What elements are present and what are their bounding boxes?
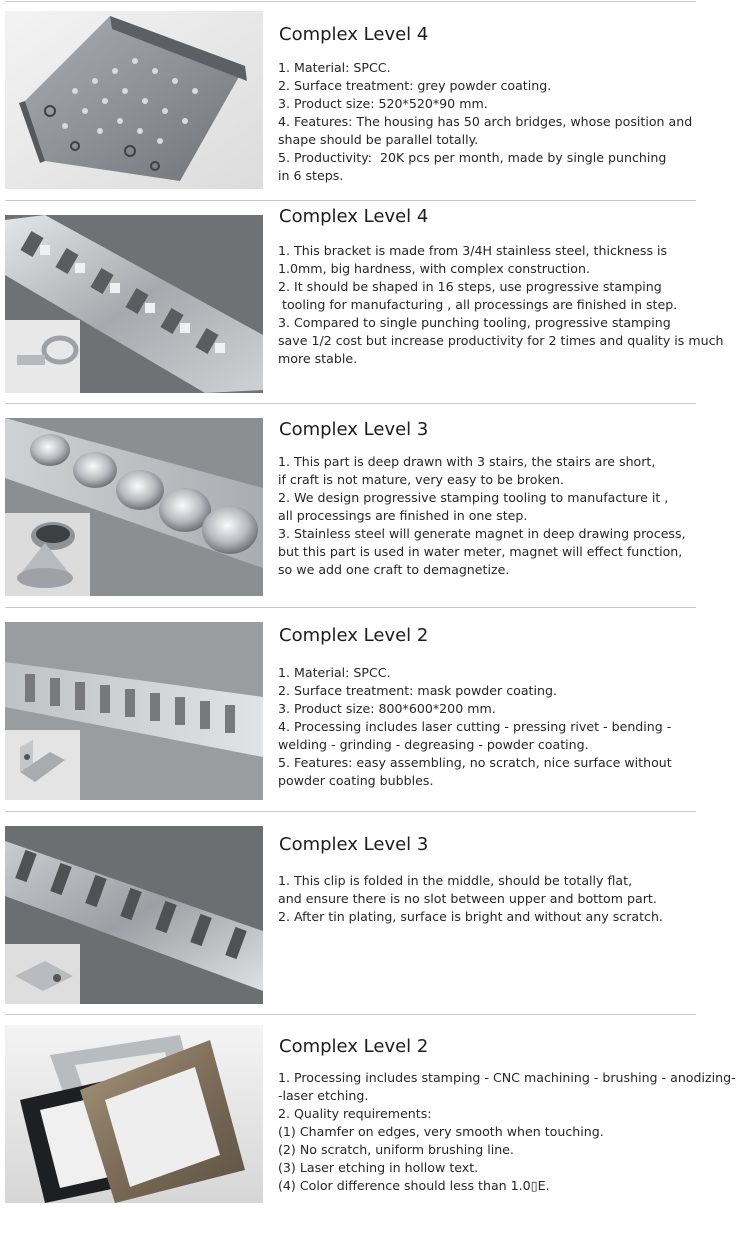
description-line: and ensure there is no slot between upper and bottom part. xyxy=(278,891,657,906)
product-photo xyxy=(5,826,263,1004)
description-line: if craft is not mature, very easy to be broken. xyxy=(278,472,565,487)
product-title: Complex Level 4 xyxy=(279,24,429,45)
product-title: Complex Level 3 xyxy=(279,419,429,440)
description-line: 1. This part is deep drawn with 3 stairs, the stairs are short, xyxy=(278,454,656,469)
description-line: powder coating bubbles. xyxy=(278,773,434,788)
description-line: 2. Surface treatment: grey powder coating. xyxy=(278,78,552,93)
product-title: Complex Level 3 xyxy=(279,834,429,855)
description-line: so we add one craft to demagnetize. xyxy=(278,562,510,577)
divider xyxy=(5,607,696,608)
description-line: but this part is used in water meter, magnet will effect function, xyxy=(278,544,683,559)
description-line: 2. Surface treatment: mask powder coating. xyxy=(278,683,557,698)
divider xyxy=(5,403,696,404)
description-line: 1. This clip is folded in the middle, should be totally flat, xyxy=(278,873,633,888)
description-line: 2. We design progressive stamping tooling to manufacture it , xyxy=(278,490,669,505)
product-description xyxy=(278,59,692,185)
description-line: 4. Features: The housing has 50 arch bridges, whose position and xyxy=(278,114,693,129)
product-photo xyxy=(5,622,263,800)
description-line: (3) Laser etching in hollow text. xyxy=(278,1160,479,1175)
product-description xyxy=(278,242,724,368)
divider xyxy=(5,1014,696,1015)
product-photo xyxy=(5,11,263,189)
description-line: 1. This bracket is made from 3/4H stainless steel, thickness is xyxy=(278,243,668,258)
product-title: Complex Level 4 xyxy=(279,206,429,227)
product-photo xyxy=(5,215,263,393)
description-line: 2. It should be shaped in 16 steps, use progressive stamping xyxy=(278,279,662,294)
description-line: save 1/2 cost but increase productivity for 2 times and quality is much xyxy=(278,333,724,348)
description-line: tooling for manufacturing , all processings are finished in step. xyxy=(278,297,678,312)
description-line: 1. Material: SPCC. xyxy=(278,665,391,680)
description-line: welding - grinding - degreasing - powder coating. xyxy=(278,737,589,752)
description-line: 5. Features: easy assembling, no scratch, nice surface without xyxy=(278,755,672,770)
description-line: (4) Color difference should less than 1.0▯E. xyxy=(278,1178,550,1193)
description-line: 5. Productivity: 20K pcs per month, made by single punching xyxy=(278,150,667,165)
product-title: Complex Level 2 xyxy=(279,1036,429,1057)
product-photo xyxy=(5,418,263,596)
description-line: 1.0mm, big hardness, with complex construction. xyxy=(278,261,590,276)
description-line: 1. Processing includes stamping - CNC machining - brushing - anodizing- xyxy=(278,1070,736,1085)
product-description xyxy=(278,1069,736,1195)
description-line: 3. Compared to single punching tooling, progressive stamping xyxy=(278,315,671,330)
description-line: more stable. xyxy=(278,351,358,366)
divider xyxy=(5,811,696,812)
description-line: (2) No scratch, uniform brushing line. xyxy=(278,1142,514,1157)
description-line: 4. Processing includes laser cutting - pressing rivet - bending - xyxy=(278,719,672,734)
product-title: Complex Level 2 xyxy=(279,625,429,646)
divider xyxy=(5,200,696,201)
description-line: all processings are finished in one step. xyxy=(278,508,528,523)
description-line: (1) Chamfer on edges, very smooth when touching. xyxy=(278,1124,604,1139)
description-line: shape should be parallel totally. xyxy=(278,132,479,147)
description-line: 2. Quality requirements: xyxy=(278,1106,432,1121)
description-line: 1. Material: SPCC. xyxy=(278,60,391,75)
description-line: 3. Product size: 800*600*200 mm. xyxy=(278,701,496,716)
product-description xyxy=(278,872,663,926)
divider xyxy=(5,1,696,2)
description-line: -laser etching. xyxy=(278,1088,369,1103)
product-description xyxy=(278,453,686,579)
description-line: 3. Stainless steel will generate magnet in deep drawing process, xyxy=(278,526,686,541)
description-line: 3. Product size: 520*520*90 mm. xyxy=(278,96,488,111)
product-photo xyxy=(5,1025,263,1203)
product-description xyxy=(278,664,672,790)
description-line: 2. After tin plating, surface is bright and without any scratch. xyxy=(278,909,663,924)
description-line: in 6 steps. xyxy=(278,168,344,183)
